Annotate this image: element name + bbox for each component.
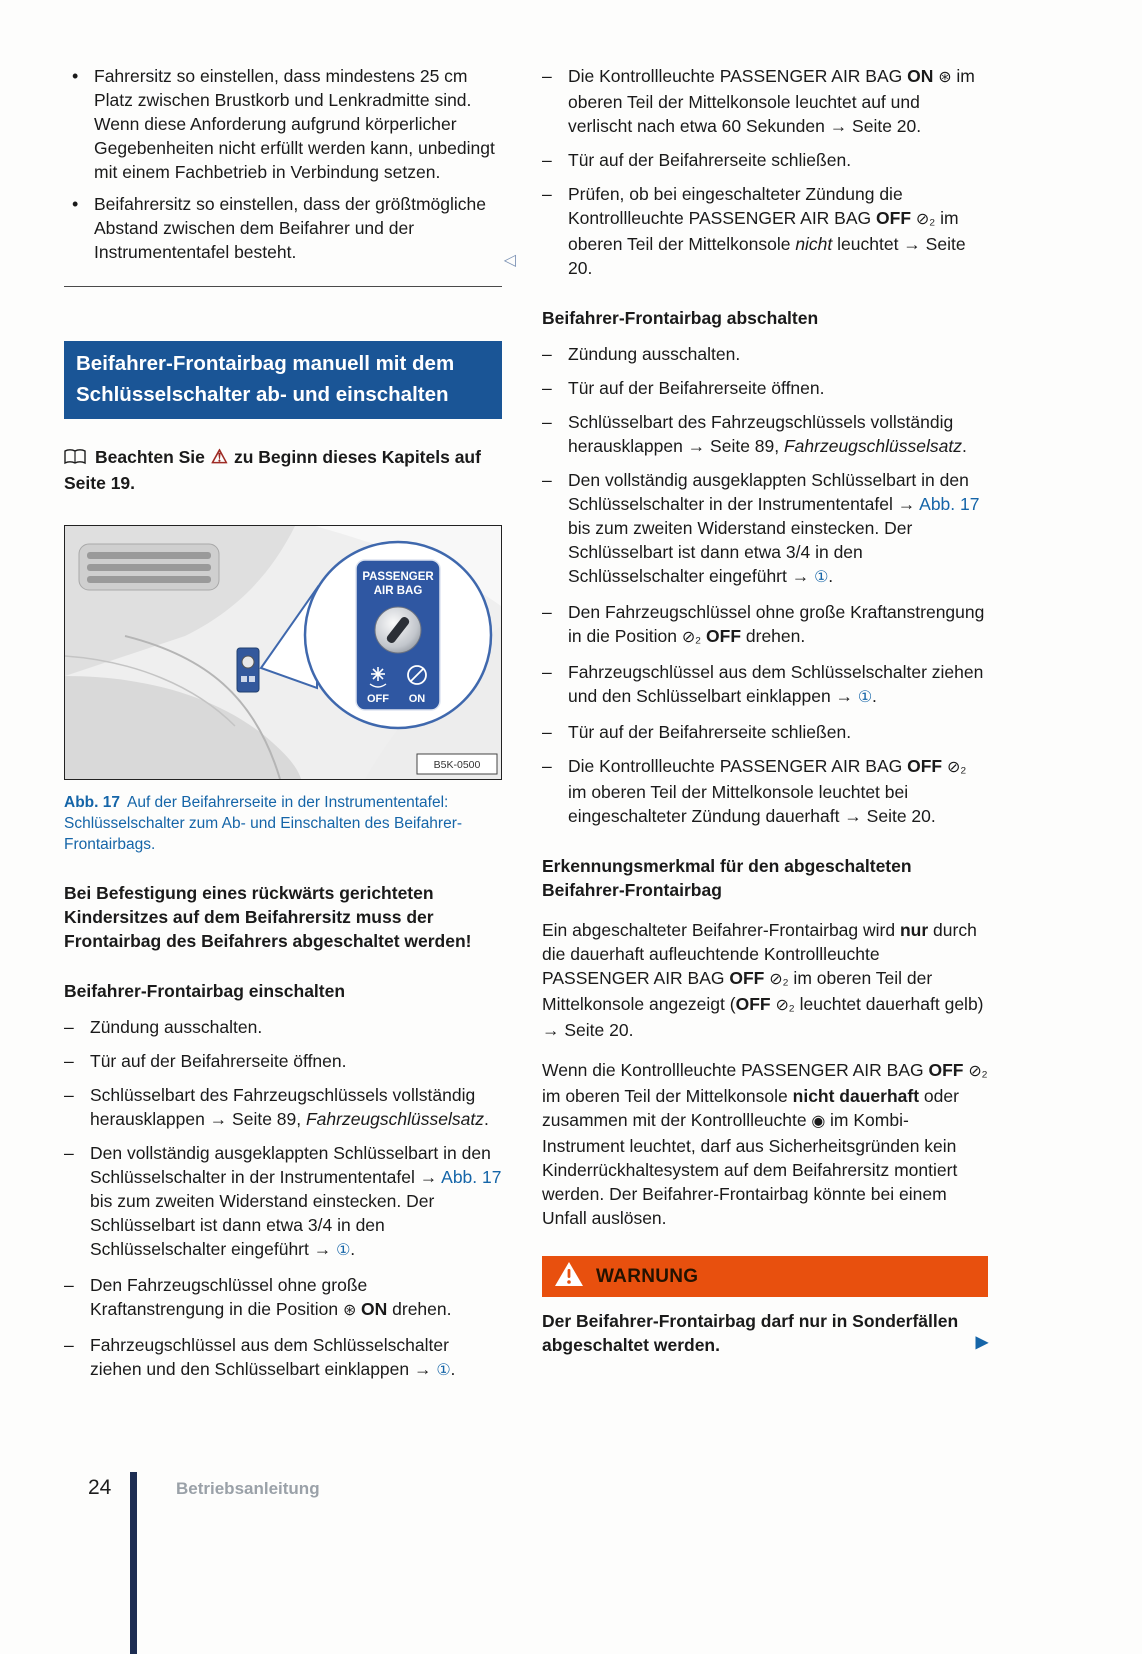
instruction-step: [64, 1015, 502, 1039]
dash-icon: –: [64, 1143, 74, 1163]
warning-box-body: [542, 1309, 988, 1357]
warning-box-icon: [554, 1261, 584, 1292]
list-item: [64, 192, 502, 264]
figure-code-label: B5K-0500: [433, 759, 481, 771]
figure-caption-text: Auf der Beifahrerseite in der Instrumententafel: Schlüsselschalter zum Ab- und Einschalten des Beifahrer-Frontairbags.: [64, 794, 463, 853]
figure-on-label: ON: [408, 693, 426, 705]
circled-one-reference-icon: ①: [814, 569, 829, 586]
step-text: Den vollständig ausgeklappten Schlüsselbart in den Schlüsselschalter in der Instrumententafel → Abb. 17 bis zum zweiten Widerstand einstecken. Der Schlüsselbart ist dann etwa 3/4 in den Schlüsselschalter eingeführt → ①.: [568, 470, 980, 586]
page-number: 24: [88, 1476, 112, 1499]
dash-icon: –: [542, 150, 552, 170]
section-heading: Beifahrer-Frontairbag manuell mit dem Schlüsselschalter ab- und einschalten: [64, 341, 502, 419]
subheading-einschalten: Beifahrer-Frontairbag einschalten: [64, 981, 346, 1001]
instruction-step: [542, 410, 988, 458]
instruction-step: [64, 1141, 502, 1263]
step-text: Den Fahrzeugschlüssel ohne große Kraftanstrengung in die Position ⊘₂ OFF drehen.: [568, 602, 985, 646]
child-seat-warning-text: Bei Befestigung eines rückwärts gerichteten Kindersitzes auf dem Beifahrersitz muss der Frontairbag des Beifahrers abgeschaltet werden!: [64, 883, 472, 951]
step-text: Zündung ausschalten.: [90, 1017, 263, 1037]
chapter-note: [64, 445, 502, 495]
dash-icon: –: [542, 602, 552, 622]
step-text: Den Fahrzeugschlüssel ohne große Kraftanstrengung in die Position ⊛ ON drehen.: [90, 1275, 452, 1319]
step-text: Schlüsselbart des Fahrzeugschlüssels vollständig herausklappen → Seite 89, Fahrzeugschlüsselsatz.: [90, 1085, 489, 1129]
figure-off-label: OFF: [367, 693, 389, 705]
warning-box: [542, 1256, 988, 1357]
note-text-pre: Beachten Sie: [95, 447, 205, 467]
bullet-icon: •: [72, 194, 79, 214]
airbag-on-icon: ⊛: [938, 69, 952, 86]
dashboard-illustration: [65, 526, 501, 779]
list-item-text: Beifahrersitz so einstellen, dass der größtmögliche Abstand zwischen dem Beifahrer und der Instrumententafel besteht.: [94, 194, 486, 262]
step-text: Prüfen, ob bei eingeschalteter Zündung die Kontrollleuchte PASSENGER AIR BAG OFF ⊘₂ im oberen Teil der Mittelkonsole nicht leuchtet → Seite 20.: [568, 184, 966, 278]
list-item: [64, 64, 502, 184]
dash-icon: –: [542, 66, 552, 86]
dash-icon: –: [64, 1051, 74, 1071]
warning-box-text: Der Beifahrer-Frontairbag darf nur in Sonderfällen abgeschaltet werden.: [542, 1311, 959, 1355]
step-text: Tür auf der Beifahrerseite öffnen.: [90, 1051, 347, 1071]
steps-einschalten-continued: [542, 64, 988, 280]
dash-icon: –: [542, 722, 552, 742]
dash-icon: –: [64, 1275, 74, 1295]
instruction-step: [542, 468, 988, 590]
airbag-off-icon: ⊘₂: [769, 971, 789, 988]
dash-icon: –: [542, 470, 552, 490]
instruction-step: [542, 600, 988, 650]
airbag-off-icon: ⊘₂: [775, 997, 795, 1014]
section-end-icon: ◁: [503, 252, 516, 269]
warning-triangle-icon: ⚠: [210, 447, 228, 468]
airbag-off-icon: ⊘₂: [681, 629, 702, 646]
warning-box-header: [542, 1256, 988, 1297]
instruction-step: [64, 1333, 502, 1383]
subheading-erkennungsmerkmal: Erkennungsmerkmal für den abgeschalteten Beifahrer-Frontairbag: [542, 856, 912, 900]
dash-icon: –: [542, 756, 552, 776]
paragraph-erkennung-2: Wenn die Kontrollleuchte PASSENGER AIR BAG OFF ⊘₂ im oberen Teil der Mittelkonsole nicht dauerhaft oder zusammen mit der Kontrollleuchte ◉ im Kombi-Instrument leuchtet, darf aus Sicherheitsgründen kein Kinderrückhaltesystem auf dem Beifahrersitz montiert werden. Der Beifahrer-Frontairbag könnte bei einem Unfall auslösen.: [542, 1060, 988, 1228]
dash-icon: –: [542, 662, 552, 682]
steps-abschalten: [542, 342, 988, 828]
airbag-on-icon: ⊛: [342, 1302, 357, 1319]
step-text: Tür auf der Beifahrerseite schließen.: [568, 722, 852, 742]
dash-icon: –: [64, 1085, 74, 1105]
instruction-step: [64, 1049, 502, 1073]
airbag-warning-lamp-icon: ◉: [811, 1113, 826, 1130]
figure-panel-title-line2: AIR BAG: [373, 585, 423, 597]
instruction-step: [542, 148, 988, 172]
figure-dashboard-keyswitch: [64, 525, 502, 780]
circled-one-reference-icon: ①: [336, 1242, 351, 1259]
dash-icon: –: [542, 378, 552, 398]
right-column: [542, 64, 988, 1393]
bullet-icon: •: [72, 66, 79, 86]
figure-caption-label: Abb. 17: [64, 794, 120, 811]
steps-einschalten: [64, 1015, 502, 1383]
dash-icon: –: [542, 412, 552, 432]
instruction-step: [542, 376, 988, 400]
seat-adjustment-list: [64, 64, 516, 287]
circled-one-reference-icon: ①: [857, 689, 873, 706]
list-item-text: Fahrersitz so einstellen, dass mindestens 25 cm Platz zwischen Brustkorb und Lenkradmitte sind. Wenn diese Anforderung aufgrund körperlicher Gegebenheiten nicht erfüllt werden kann, unbedingt mit einem Fachbetrieb in Verbindung setzen.: [94, 66, 495, 182]
step-text: Tür auf der Beifahrerseite öffnen.: [568, 378, 825, 398]
warning-box-title: WARNUNG: [596, 1265, 699, 1287]
continue-icon: ▶: [975, 1334, 988, 1351]
instruction-step: [64, 1083, 502, 1131]
subheading-abschalten: Beifahrer-Frontairbag abschalten: [542, 308, 819, 328]
dash-icon: –: [542, 344, 552, 364]
left-column: [64, 64, 516, 1393]
figure-reference: Abb. 17: [919, 494, 980, 514]
instruction-step: [542, 720, 988, 744]
book-icon: [64, 447, 86, 471]
instruction-step: [542, 660, 988, 710]
figure-reference: Abb. 17: [441, 1167, 502, 1187]
dash-icon: –: [64, 1017, 74, 1037]
note-text-post: zu Beginn dieses Kapitels auf Seite 19.: [64, 447, 481, 493]
airbag-off-icon: ⊘₂: [968, 1063, 988, 1080]
figure-airbag-off-icon: [371, 667, 385, 681]
dash-icon: –: [64, 1335, 74, 1355]
step-text: Schlüsselbart des Fahrzeugschlüssels vollständig herausklappen → Seite 89, Fahrzeugschlüsselsatz.: [568, 412, 967, 456]
paragraph-erkennung-1: Ein abgeschalteter Beifahrer-Frontairbag wird nur durch die dauerhaft aufleuchtende Kontrollleuchte PASSENGER AIR BAG OFF ⊘₂ im oberen Teil der Mittelkonsole angezeigt (OFF ⊘₂ leuchtet dauerhaft gelb) → Seite 20.: [542, 920, 984, 1040]
airbag-off-icon: ⊘₂: [915, 211, 936, 228]
step-text: Zündung ausschalten.: [568, 344, 741, 364]
instruction-step: [542, 182, 988, 280]
instruction-step: [542, 64, 988, 138]
airbag-off-icon: ⊘₂: [947, 759, 967, 776]
step-text: Fahrzeugschlüssel aus dem Schlüsselschalter ziehen und den Schlüsselbart einklappen → ①.: [90, 1335, 456, 1379]
instruction-step: [64, 1273, 502, 1323]
step-text: Fahrzeugschlüssel aus dem Schlüsselschalter ziehen und den Schlüsselbart einklappen → ①.: [568, 662, 984, 706]
footer-label: Betriebsanleitung: [176, 1479, 320, 1498]
circled-one-reference-icon: ①: [436, 1362, 451, 1379]
instruction-step: [542, 754, 988, 828]
instruction-step: [542, 342, 988, 366]
footer-divider-bar: [130, 1472, 137, 1654]
step-text: Tür auf der Beifahrerseite schließen.: [568, 150, 852, 170]
figure-panel-title-line1: PASSENGER: [362, 571, 434, 583]
step-text: Die Kontrollleuchte PASSENGER AIR BAG OFF ⊘₂ im oberen Teil der Mittelkonsole leuchtet bei eingeschalteter Zündung dauerhaft → Seite 20.: [568, 756, 967, 826]
figure-caption: [64, 792, 502, 855]
step-text: Die Kontrollleuchte PASSENGER AIR BAG ON ⊛ im oberen Teil der Mittelkonsole leuchtet auf und verlischt nach etwa 60 Sekunden → Seite 20.: [568, 66, 975, 136]
dash-icon: –: [542, 184, 552, 204]
step-text: Den vollständig ausgeklappten Schlüsselbart in den Schlüsselschalter in der Instrumententafel → Abb. 17 bis zum zweiten Widerstand einstecken. Der Schlüsselbart ist dann etwa 3/4 in den Schlüsselschalter eingeführt → ①.: [90, 1143, 502, 1259]
